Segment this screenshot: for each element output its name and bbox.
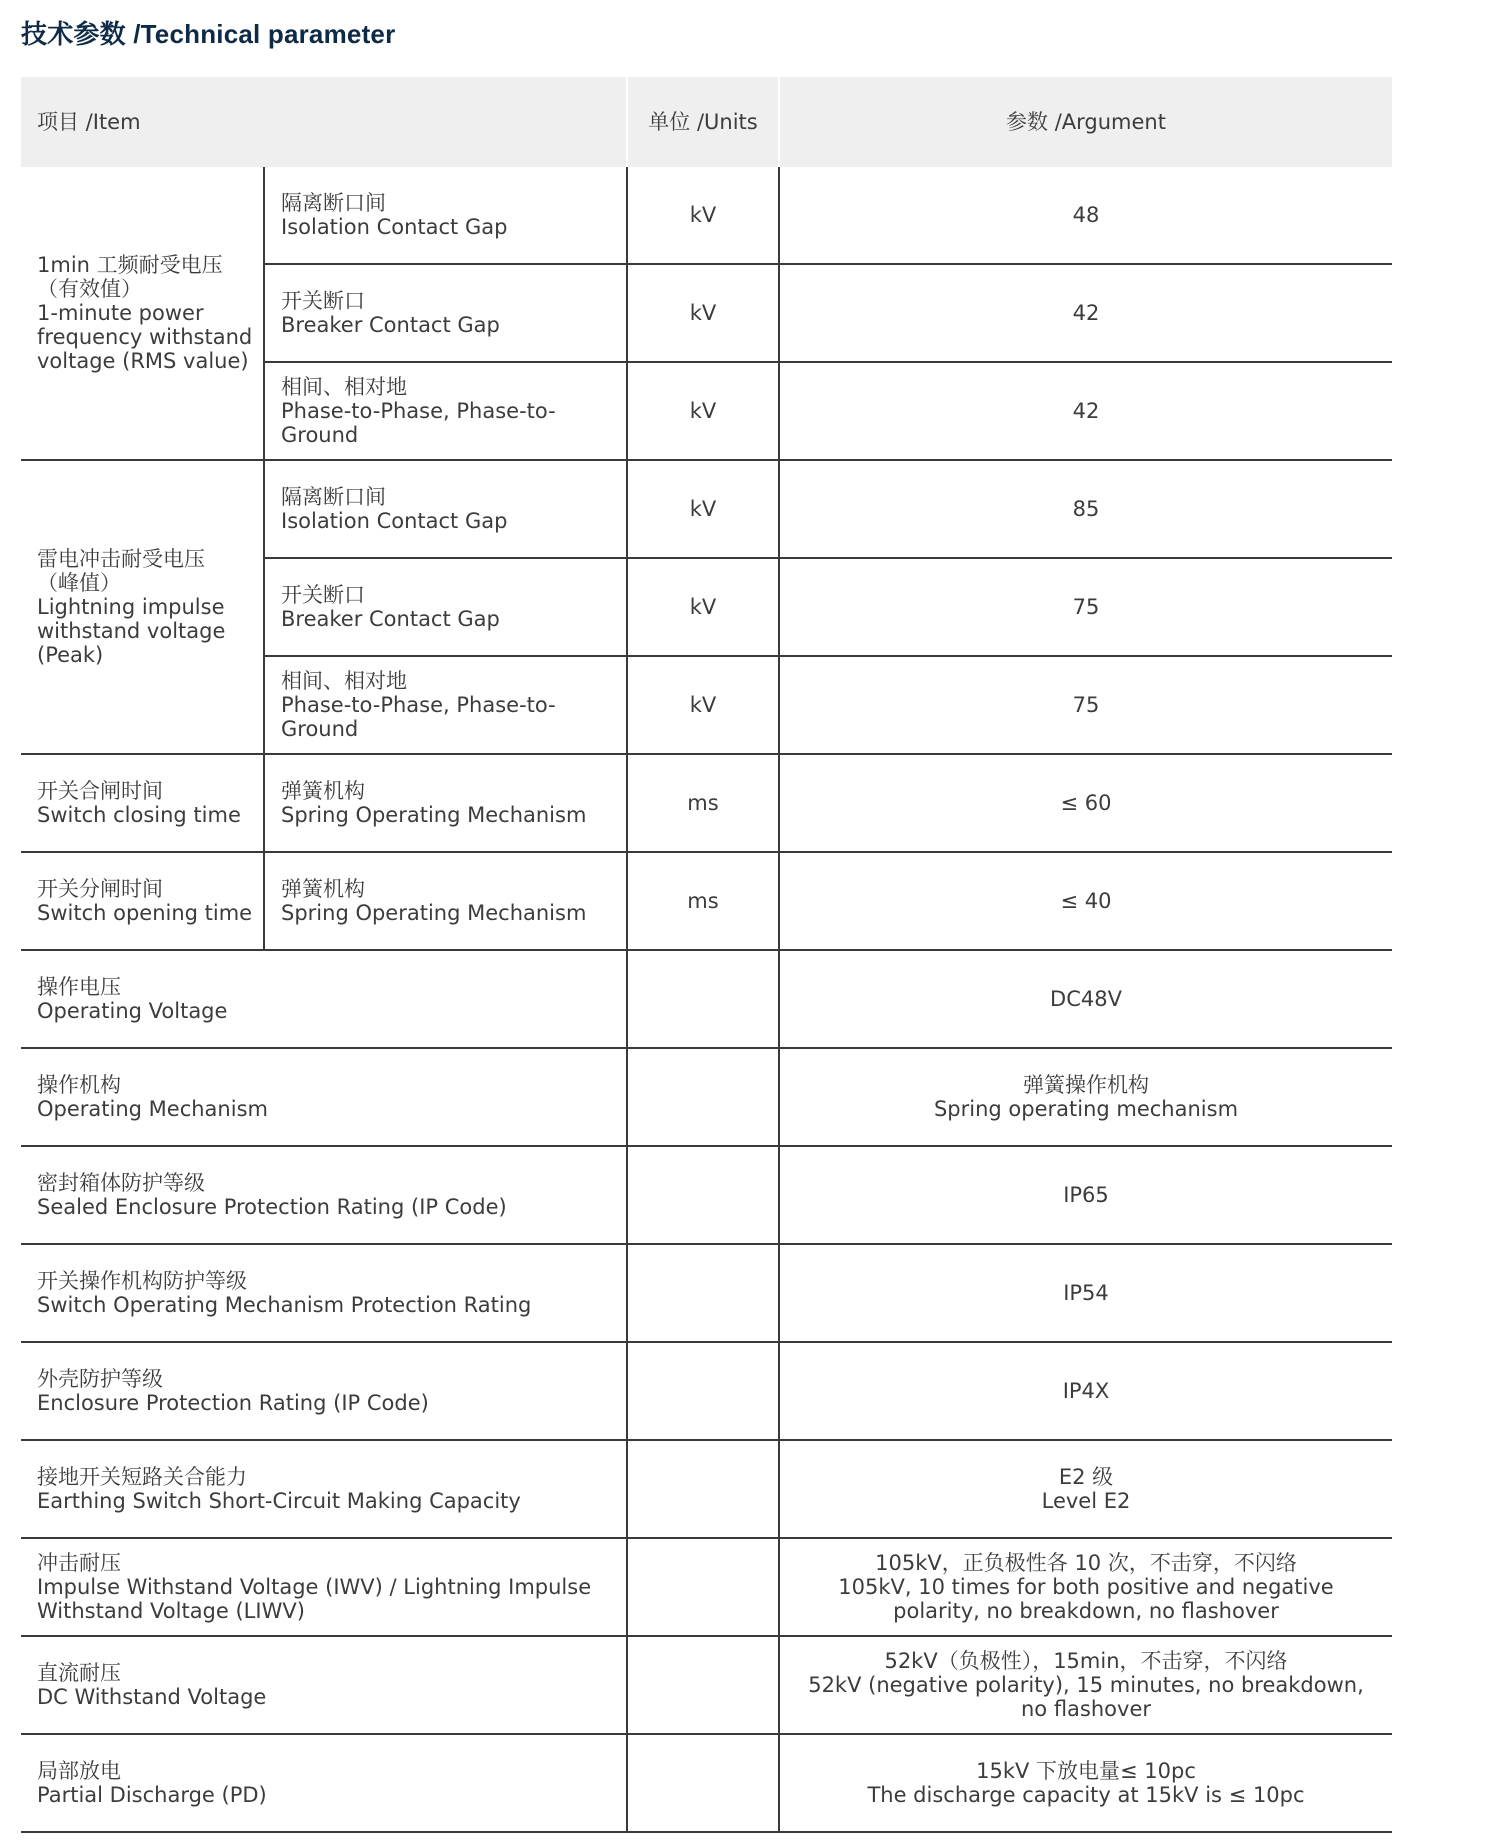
unit-cell	[627, 1440, 779, 1538]
sub-item	[264, 558, 627, 656]
item-label-cn: 局部放电	[37, 1759, 121, 1783]
item-label-cn: 外壳防护等级	[37, 1367, 163, 1391]
sub-item	[264, 167, 627, 264]
item-label-cn: 操作机构	[37, 1073, 121, 1097]
table-header-row	[21, 77, 1392, 167]
value-line-1: IP65	[1063, 1183, 1109, 1207]
unit-cell: ms	[627, 754, 779, 852]
value-cell	[779, 950, 1392, 1048]
unit-cell	[627, 1734, 779, 1832]
item-label-cn: 冲击耐压	[37, 1551, 121, 1575]
sub-item-en: Phase-to-Phase, Phase-to-Ground	[281, 399, 556, 447]
group-label-cn-note: （有效值）	[37, 277, 142, 301]
value-cell	[779, 1342, 1392, 1440]
value-line-1: IP4X	[1062, 1379, 1110, 1403]
table-row	[21, 1146, 1392, 1244]
sub-item-en: Isolation Contact Gap	[281, 509, 508, 533]
sub-item	[264, 460, 627, 558]
table-row	[21, 1636, 1392, 1734]
item-label	[21, 1636, 627, 1734]
sub-item	[264, 656, 627, 754]
sub-item-en: Spring Operating Mechanism	[281, 901, 587, 925]
group-label-en: Lightning impulse withstand voltage (Peak)	[37, 595, 226, 667]
item-label	[21, 1734, 627, 1832]
unit-cell: kV	[627, 656, 779, 754]
value-line-2: The discharge capacity at 15kV is ≤ 10pc	[867, 1783, 1305, 1807]
unit-cell: kV	[627, 558, 779, 656]
table-row	[21, 852, 1392, 950]
value-cell	[779, 1734, 1392, 1832]
technical-parameter-table	[21, 77, 1392, 1833]
table-row	[21, 1440, 1392, 1538]
table-row	[21, 1244, 1392, 1342]
value-line-2: 52kV (negative polarity), 15 minutes, no breakdown, no flashover	[808, 1673, 1364, 1721]
sub-item-cn: 相间、相对地	[281, 375, 407, 399]
group-label-cn: 1min 工频耐受电压	[37, 253, 223, 277]
value-cell	[779, 1146, 1392, 1244]
item-label-cn: 密封箱体防护等级	[37, 1171, 205, 1195]
sub-item	[264, 264, 627, 362]
unit-cell: kV	[627, 362, 779, 460]
item-label-en: Enclosure Protection Rating (IP Code)	[37, 1391, 429, 1415]
value-line-1: IP54	[1063, 1281, 1109, 1305]
item-label	[21, 1538, 627, 1636]
unit-cell	[627, 1146, 779, 1244]
group-label-en: 1-minute power frequency withstand voltage (RMS value)	[37, 301, 253, 373]
sub-item-cn: 开关断口	[281, 583, 365, 607]
item-label	[21, 852, 264, 950]
item-label	[21, 1048, 627, 1146]
item-label-en: Operating Voltage	[37, 999, 228, 1023]
item-label-cn: 开关分闸时间	[37, 877, 163, 901]
item-label-en: Earthing Switch Short-Circuit Making Capacity	[37, 1489, 521, 1513]
table-row	[21, 167, 1392, 264]
table-row	[21, 1734, 1392, 1832]
value-cell	[779, 1244, 1392, 1342]
header-units: 单位 /Units	[627, 77, 779, 167]
item-label-en: Impulse Withstand Voltage (IWV) / Lightning Impulse Withstand Voltage (LIWV)	[37, 1575, 592, 1623]
value-line-2: Level E2	[1041, 1489, 1131, 1513]
value-line-1: DC48V	[1050, 987, 1122, 1011]
value-cell	[779, 1636, 1392, 1734]
sub-item	[264, 754, 627, 852]
value-cell: 48	[779, 167, 1392, 264]
sub-item-cn: 相间、相对地	[281, 669, 407, 693]
sub-item	[264, 852, 627, 950]
sub-item-en: Isolation Contact Gap	[281, 215, 508, 239]
sub-item-en: Breaker Contact Gap	[281, 313, 500, 337]
item-label-en: Sealed Enclosure Protection Rating (IP Code)	[37, 1195, 507, 1219]
table-row	[21, 754, 1392, 852]
item-label	[21, 754, 264, 852]
value-line-2: 105kV, 10 times for both positive and negative polarity, no breakdown, no flashover	[838, 1575, 1334, 1623]
unit-cell	[627, 1538, 779, 1636]
value-cell: 75	[779, 656, 1392, 754]
sub-item-cn: 弹簧机构	[281, 877, 365, 901]
sub-item	[264, 362, 627, 460]
item-label	[21, 950, 627, 1048]
item-label-cn: 开关操作机构防护等级	[37, 1269, 247, 1293]
value-line-1: 弹簧操作机构	[1023, 1073, 1149, 1097]
value-line-1: 15kV 下放电量≤ 10pc	[976, 1759, 1196, 1783]
value-cell: ≤ 60	[779, 754, 1392, 852]
unit-cell	[627, 1636, 779, 1734]
item-label-en: Switch Operating Mechanism Protection Rating	[37, 1293, 532, 1317]
sub-item-cn: 隔离断口间	[281, 191, 386, 215]
table-row	[21, 460, 1392, 558]
header-item: 项目 /Item	[21, 77, 627, 167]
value-line-2: Spring operating mechanism	[933, 1097, 1239, 1121]
sub-item-cn: 隔离断口间	[281, 485, 386, 509]
value-cell	[779, 1440, 1392, 1538]
group-label-cn: 雷电冲击耐受电压	[37, 547, 205, 571]
value-line-1: 52kV（负极性），15min，不击穿，不闪络	[884, 1649, 1288, 1673]
item-label	[21, 1146, 627, 1244]
value-cell: ≤ 40	[779, 852, 1392, 950]
value-cell: 42	[779, 362, 1392, 460]
item-label	[21, 1440, 627, 1538]
item-label-cn: 接地开关短路关合能力	[37, 1465, 247, 1489]
page-title: 技术参数 /Technical parameter	[21, 19, 396, 49]
value-cell: 85	[779, 460, 1392, 558]
sub-item-cn: 弹簧机构	[281, 779, 365, 803]
item-label-en: DC Withstand Voltage	[37, 1685, 267, 1709]
group-label-cn-note: （峰值）	[37, 571, 121, 595]
sub-item-en: Phase-to-Phase, Phase-to-Ground	[281, 693, 556, 741]
value-cell: 42	[779, 264, 1392, 362]
value-line-1: 105kV，正负极性各 10 次，不击穿，不闪络	[875, 1551, 1297, 1575]
unit-cell	[627, 1342, 779, 1440]
unit-cell: kV	[627, 167, 779, 264]
table-row	[21, 1342, 1392, 1440]
sub-item-cn: 开关断口	[281, 289, 365, 313]
table-row	[21, 1538, 1392, 1636]
item-label-cn: 操作电压	[37, 975, 121, 999]
header-argument: 参数 /Argument	[779, 77, 1392, 167]
unit-cell: kV	[627, 460, 779, 558]
item-label-en: Operating Mechanism	[37, 1097, 268, 1121]
unit-cell	[627, 1244, 779, 1342]
sub-item-en: Breaker Contact Gap	[281, 607, 500, 631]
value-line-1: E2 级	[1058, 1465, 1114, 1489]
item-label	[21, 1244, 627, 1342]
unit-cell	[627, 1048, 779, 1146]
table-row	[21, 950, 1392, 1048]
value-cell: 75	[779, 558, 1392, 656]
item-label-cn: 开关合闸时间	[37, 779, 163, 803]
group-label	[21, 167, 264, 460]
unit-cell: kV	[627, 264, 779, 362]
sub-item-en: Spring Operating Mechanism	[281, 803, 587, 827]
item-label	[21, 1342, 627, 1440]
unit-cell: ms	[627, 852, 779, 950]
value-cell	[779, 1538, 1392, 1636]
item-label-en: Switch opening time	[37, 901, 253, 925]
value-cell	[779, 1048, 1392, 1146]
item-label-cn: 直流耐压	[37, 1661, 121, 1685]
unit-cell	[627, 950, 779, 1048]
item-label-en: Partial Discharge (PD)	[37, 1783, 267, 1807]
group-label	[21, 460, 264, 754]
table-row	[21, 1048, 1392, 1146]
item-label-en: Switch closing time	[37, 803, 241, 827]
